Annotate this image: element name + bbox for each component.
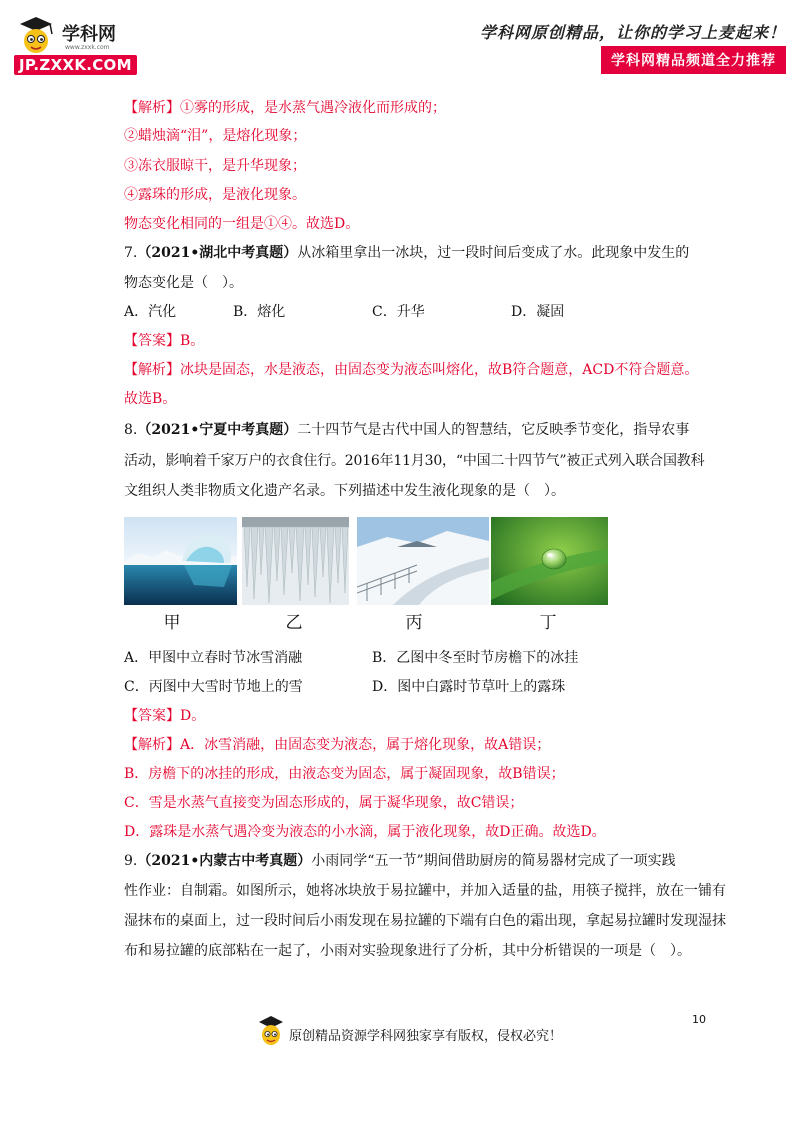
q8-option-c: C．丙图中大雪时节地上的雪	[124, 679, 303, 695]
q7-option-a: A．汽化	[124, 304, 177, 320]
q7-source: （2021•湖北中考真题）	[137, 245, 298, 261]
q8-analysis-line2: B．房檐下的冰挂的形成，由液态变为固态，属于凝固现象，故B错误；	[124, 766, 565, 782]
q8-option-a: A．甲图中立春时节冰雪消融	[124, 650, 303, 666]
zxxk-logo[interactable]	[10, 14, 160, 74]
q8-analysis-label: 【解析】	[124, 737, 180, 753]
q7-number: 7.	[124, 245, 138, 261]
q7-option-c: C．升华	[372, 304, 425, 320]
q9-stem-line3: 湿抹布的桌面上，过一段时间后小雨发现在易拉罐的下端有白色的霜出现，拿起易拉罐时发现湿抹	[124, 913, 726, 929]
page-header	[0, 0, 800, 80]
logo-brand-text: 学科网	[62, 24, 116, 45]
q8-answer: 【答案】D。	[124, 708, 206, 724]
header-banner: 学科网精品频道全力推荐	[601, 46, 786, 74]
q7-option-b: B．熔化	[233, 304, 286, 320]
q6-analysis-line1	[124, 98, 446, 118]
q8-stem-line2: 活动，影响着千家万户的衣食住行。2016年11月30，“中国二十四节气”被正式列入联合国教科	[124, 453, 705, 469]
header-slogan: 学科网原创精品，让你的学习上麦起来！	[479, 23, 786, 42]
q8-analysis-line3: C．雪是水蒸气直接变为固态形成的，属于凝华现象，故C错误；	[124, 795, 524, 811]
copyright-notice: 原创精品资源学科网独家享有版权，侵权必究！	[289, 1029, 563, 1044]
caption-bing: 丙	[405, 613, 423, 633]
caption-ding: 丁	[539, 613, 557, 633]
q7-stem-line2: 物态变化是（ ）。	[124, 275, 243, 291]
q8-analysis-text1: A．冰雪消融，由固态变为液态，属于熔化现象，故A错误；	[180, 737, 551, 753]
figure-yi-icicles	[242, 517, 355, 605]
figure-jia-icefloe	[124, 517, 237, 605]
q9-stem-line4: 布和易拉罐的底部粘在一起了，小雨对实验现象进行了分析，其中分析错误的一项是（ ）。	[124, 943, 691, 959]
mascot-icon	[12, 14, 58, 56]
q6-analysis-line3: ③冻衣服晾干，是升华现象；	[124, 158, 306, 174]
figure-bing-snowroad	[357, 517, 489, 605]
q7-option-d: D．凝固	[511, 304, 565, 320]
page-footer	[0, 1010, 800, 1070]
q7-answer: 【答案】B。	[124, 333, 205, 349]
q7-analysis-text1: 冰块是固态，水是液态，由固态变为液态叫熔化，故B符合题意，ACD不符合题意。	[180, 362, 699, 378]
q6-analysis-label: 【解析】	[124, 100, 180, 116]
q9-source: （2021•内蒙古中考真题）	[137, 853, 312, 869]
q6-analysis-line5: 物态变化相同的一组是①④。故选D。	[124, 216, 360, 232]
q8-analysis-line4: D．露珠是水蒸气遇冷变为液态的小水滴，属于液化现象，故D正确。故选D。	[124, 824, 606, 840]
q9-stem-text1: 小雨同学“五一节”期间借助厨房的简易器材完成了一项实践	[311, 853, 676, 869]
caption-jia: 甲	[163, 613, 181, 633]
logo-url-badge[interactable]: JP.ZXXK.COM	[14, 55, 137, 75]
q8-analysis-line1	[124, 735, 550, 755]
caption-yi: 乙	[285, 613, 303, 633]
q7-analysis-line1	[124, 360, 698, 380]
q9-stem-line2: 性作业：自制霜。如图所示，她将冰块放于易拉罐中，并加入适量的盐，用筷子搅拌，放在一铺有	[124, 883, 726, 899]
q8-stem-line1	[124, 420, 689, 440]
mascot-icon	[256, 1014, 286, 1048]
q8-source: （2021•宁夏中考真题）	[137, 422, 298, 438]
q8-stem-text1: 二十四节气是古代中国人的智慧结，它反映季节变化，指导农事	[297, 422, 690, 438]
logo-subtext: www.zxxk.com	[65, 44, 110, 51]
q8-stem-line3: 文组织人类非物质文化遗产名录。下列描述中发生液化现象的是（ ）。	[124, 483, 565, 499]
q6-analysis-line4: ④露珠的形成，是液化现象。	[124, 187, 306, 203]
q7-stem-line1	[124, 243, 689, 263]
q7-analysis-line2: 故选B。	[124, 391, 177, 407]
page-number: 10	[692, 1013, 706, 1026]
q8-option-d: D．图中白露时节草叶上的露珠	[372, 679, 566, 695]
q7-analysis-label: 【解析】	[124, 362, 180, 378]
q9-stem-line1	[124, 851, 676, 871]
q9-number: 9.	[124, 853, 138, 869]
q8-option-b: B．乙图中冬至时节房檐下的冰挂	[372, 650, 579, 666]
q7-stem-text1: 从冰箱里拿出一冰块，过一段时间后变成了水。此现象中发生的	[297, 245, 690, 261]
q6-analysis-text1: ①雾的形成，是水蒸气遇冷液化而形成的；	[180, 100, 446, 116]
figure-ding-dewdrop	[491, 517, 608, 605]
q8-number: 8.	[124, 422, 138, 438]
q6-analysis-line2: ②蜡烛滴“泪”，是熔化现象；	[124, 128, 307, 144]
